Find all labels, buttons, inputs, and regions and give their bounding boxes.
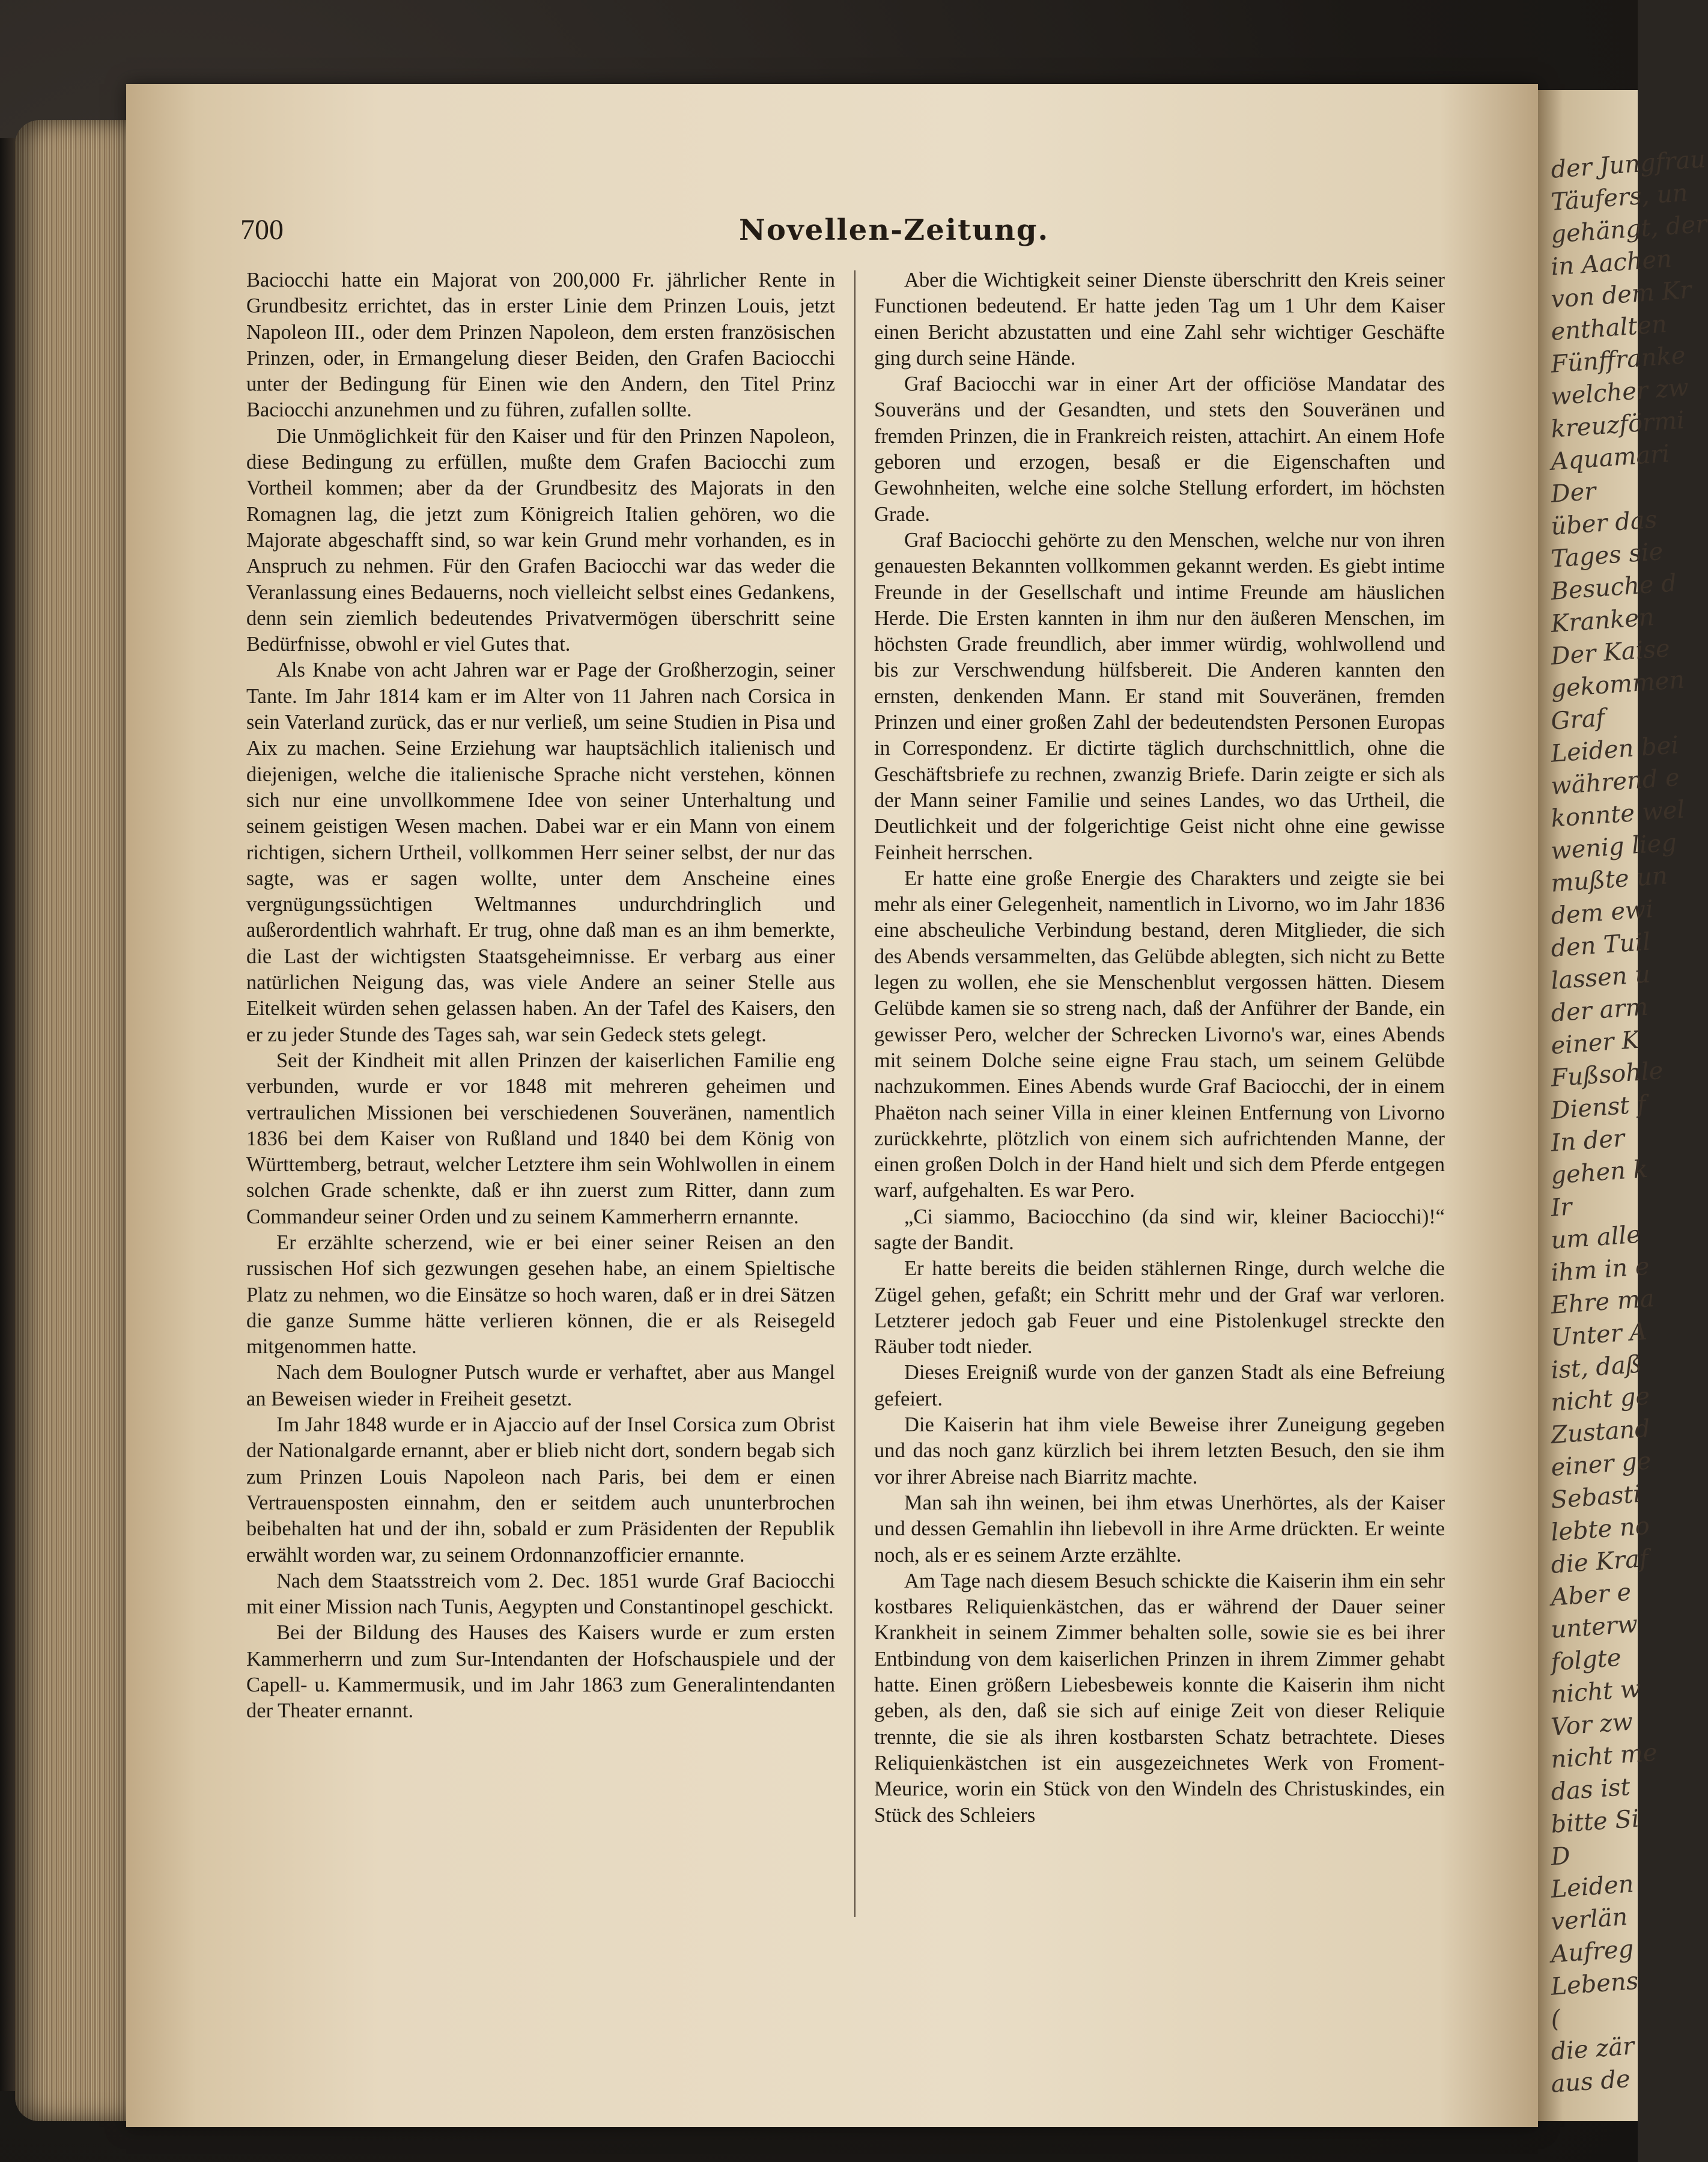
- facing-page-text: folgte: [1550, 1643, 1622, 1676]
- facing-page-text: das ist: [1550, 1773, 1631, 1806]
- facing-page-text: von dem Kr: [1550, 276, 1692, 314]
- facing-page-text: Der Kaise: [1550, 635, 1671, 671]
- facing-page-text: Aquamari: [1550, 440, 1671, 476]
- facing-page-text: Kranken: [1550, 603, 1656, 638]
- facing-page-text: wenig lieg: [1550, 829, 1678, 865]
- facing-page-text: über das: [1550, 505, 1658, 541]
- facing-page-text: ihm in e: [1550, 1252, 1650, 1287]
- facing-page-text: (: [1550, 2005, 1561, 2033]
- facing-page-text: konnte wel: [1550, 796, 1686, 833]
- facing-page-text: gehängt, der: [1550, 210, 1708, 249]
- facing-page-text: ist, daß: [1550, 1350, 1643, 1384]
- facing-page-text: einer ge: [1550, 1447, 1652, 1482]
- paragraph: Aber die Wichtigkeit seiner Dienste überschritt den Kreis seiner Functionen bedeutend. Er hatte jeden Tag um 1 Uhr dem Kaiser einen Bericht abzustatten und eine Zahl sehr wichtiger Geschäfte ging durch seine Hände.: [874, 269, 1445, 370]
- left-column: [246, 267, 835, 1725]
- facing-page-text: mußte un: [1550, 862, 1669, 898]
- facing-page-text: Unter A: [1550, 1317, 1648, 1352]
- facing-page-text: lassen u: [1550, 960, 1652, 995]
- facing-page-text: Fußsohle: [1550, 1056, 1664, 1092]
- facing-page-text: kreuzförmi: [1550, 406, 1686, 443]
- facing-page-text: während e: [1550, 764, 1681, 800]
- facing-page-text: um alle: [1550, 1220, 1642, 1255]
- facing-page-text: enthalten: [1550, 310, 1668, 346]
- facing-page-text: gehen k: [1550, 1155, 1649, 1190]
- paragraph: Am Tage nach diesem Besuch schickte die Kaiserin ihm ein sehr kostbares Reliquienkästchen, das er während der Dauer seiner Krankheit in seinem Zimmer behalten solle, sowie sie es bei ihrer Entbindung von dem kaiserlichen Prinzen in ihrem Zimmer gehabt hatte. Einen größern Liebesbeweis konnte die Kaiserin ihm nicht geben, als den, daß sie sich auf einige Zeit von dieser Reliquie trennte, die sie als ihren kostbarsten Schatz betrachtete. Dieses Reliquienkästchen ist ein ausgezeichnetes Werk von Froment-Meurice, worin ein Stück von den Windeln des Christuskindes, ein Stück des Schleiers: [874, 1569, 1445, 1827]
- facing-page-text: Tages sie: [1550, 537, 1664, 573]
- facing-page-text: Lebens: [1550, 1967, 1640, 2001]
- page-edges: [15, 120, 135, 2121]
- facing-page-text: Ir: [1550, 1193, 1573, 1222]
- running-head: Novellen-Zeitung.: [739, 213, 1050, 247]
- facing-page-text: der Jungfrau: [1550, 145, 1707, 184]
- facing-page-text: dem ewi: [1550, 895, 1655, 930]
- facing-page-text: Dienst f: [1550, 1090, 1647, 1125]
- facing-page-text: aus de: [1550, 2065, 1632, 2098]
- facing-page-text: Fünffranke: [1550, 341, 1686, 379]
- facing-page-text: nicht me: [1550, 1738, 1658, 1774]
- facing-page-text: Täufers, un: [1550, 179, 1689, 216]
- paragraph: Er hatte eine große Energie des Charakters und zeigte sie bei mehr als einer Gelegenheit, namentlich in Livorno, wo im Jahr 1836 eine abscheuliche Verbindung bestand, deren Mitglieder, die sich des Abends versammelten, das Gelübde ablegten, sich nicht zu Bette legen zu wollen, ehe sie Menschenblut vergossen hätten. Diesem Gelübde kamen sie so streng nach, daß der Anführer der Bande, ein gewisser Pero, welcher der Schrecken Livorno's war, eines Abends mit seinem Dolche seine eigne Frau stach, um seinem Gelübde nachzukommen. Eines Abends wurde Graf Baciocchi, der in einem Phaëton nach seiner Villa in einer kleinen Entfernung von Livorno zurückkehrte, plötzlich von einem sich aufrichtenden Manne, der einen großen Dolch in der Hand hielt und sich dem Pferde entgegen warf, aufgehalten. Es war Pero.: [874, 866, 1445, 1202]
- facing-page-fragment: [1538, 90, 1708, 2121]
- paragraph: Die Kaiserin hat ihm viele Beweise ihrer Zuneigung gegeben und das noch ganz kürzlich bei ihrem letzten Besuch, den sie ihm vor ihrer Abreise nach Biarritz machte.: [874, 1413, 1445, 1488]
- paragraph: Dieses Ereigniß wurde von der ganzen Stadt als eine Befreiung gefeiert.: [874, 1361, 1445, 1410]
- paragraph: Seit der Kindheit mit allen Prinzen der kaiserlichen Familie eng verbunden, wurde er vor 1848 mit mehreren geheimen und vertraulichen Missionen bei verschiedenen Souveränen, namentlich 1836 bei dem Kaiser von Rußland und 1840 bei dem König von Württemberg, betraut, welcher Letztere ihm sein Wohlwollen in einem solchen Grade schenkte, daß er ihn zuerst zum Ritter, dann zum Commandeur seiner Orden und zu seinem Kammerherrn ernannte.: [246, 1049, 835, 1228]
- facing-page-text: Sebasti: [1550, 1480, 1642, 1514]
- facing-page-text: Aber e: [1550, 1578, 1632, 1612]
- facing-page-text: Graf: [1550, 704, 1606, 735]
- facing-page-text: nicht ge: [1550, 1382, 1651, 1417]
- paragraph: Er hatte bereits die beiden stählernen Ringe, durch welche die Zügel gehen, gefaßt; ein Schritt mehr und der Graf war verloren. Letzterer jedoch gab Feuer und eine Pistolenkugel streckte den Räuber todt nieder.: [874, 1257, 1445, 1359]
- paragraph: Als Knabe von acht Jahren war er Page der Großherzogin, seiner Tante. Im Jahr 1814 kam er im Alter von 11 Jahren nach Corsica in sein Vaterland zurück, das er nur verließ, um seine Studien in Pisa und Aix zu machen. Seine Erziehung war hauptsächlich italienisch und diejenigen, welche die italienische Sprache nicht verstehen, können sich nur eine unvollkommene Idee von seiner Unterhaltung und seinem geistigen Wesen machen. Dabei war er ein Mann von einem richtigen, sichern Urtheil, vollkommen Herr seiner selbst, der nur das sagte, was er sagen wollte, unter dem Anscheine eines vergnügungssüchtigen Weltmannes undurchdringlich und außerordentlich wahrhaft. Er trug, ohne daß man es an ihm bemerkte, die Last der wichtigsten Staatsgeheimnisse. Er verbarg aus einer natürlichen Neigung das, was viele Andere an seiner Stelle aus Eitelkeit würden sehen gelassen haben. An der Tafel des Kaisers, den er zu jeder Stunde des Tages sah, war sein Gedeck stets gelegt.: [246, 659, 835, 1046]
- facing-page-text: D: [1550, 1842, 1572, 1871]
- facing-page-text: Leiden: [1550, 1870, 1635, 1904]
- facing-page-text: der arm: [1550, 993, 1649, 1028]
- facing-page-text: die Kraf: [1550, 1544, 1650, 1579]
- paragraph: „Ci siammo, Baciocchino (da sind wir, kleiner Baciocchi)!“ sagte der Bandit.: [874, 1205, 1445, 1254]
- facing-page-text: nicht w: [1550, 1675, 1642, 1709]
- paragraph: Bei der Bildung des Hauses des Kaisers wurde er zum ersten Kammerherrn und zum Sur-Intendanten der Hofschauspiele und der Capell- u. Kammermusik, und im Jahr 1863 zum Generalintendanten der Theater ernannt.: [246, 1621, 835, 1723]
- facing-page-text: Aufreg: [1550, 1935, 1635, 1969]
- column-divider: [854, 270, 856, 1917]
- facing-page-text: einer K: [1550, 1026, 1641, 1060]
- facing-page-text: lebte no: [1550, 1512, 1651, 1547]
- paragraph: Er erzählte scherzend, wie er bei einer seiner Reisen an den russischen Hof sich gezwungen gesehen habe, an einem Spieltische Platz zu nehmen, wo die Einsätze so hoch waren, daß er in drei Sätzen die ganze Summe hätte verlieren können, die er als Reisegeld mitgenommen hatte.: [246, 1231, 835, 1359]
- right-column: [874, 267, 1445, 1829]
- paragraph: Graf Baciocchi war in einer Art der officiöse Mandatar des Souveräns und der Gesandten, und stets den Souveränen und fremden Prinzen, die in Frankreich reisten, attachirt. An einem Hofe geboren und erzogen, besaß er die Eigenschaften und Gewohnheiten, welche eine solche Stellung erfordert, im höchsten Grade.: [874, 373, 1445, 526]
- facing-page-text: Besuche d: [1550, 569, 1678, 606]
- page-number: 700: [240, 214, 284, 246]
- facing-page-text: Zustand: [1550, 1414, 1652, 1449]
- paragraph: Nach dem Staatsstreich vom 2. Dec. 1851 wurde Graf Baciocchi mit einer Mission nach Tunis, Aegypten und Constantinopel geschickt.: [246, 1569, 835, 1619]
- paragraph: Im Jahr 1848 wurde er in Ajaccio auf der Insel Corsica zum Obrist der Nationalgarde ernannt, aber er blieb nicht dort, sondern begab sich zum Prinzen Louis Napoleon nach Paris, bei dem er einen Vertrauensposten einnahm, den er seitdem auch ununterbrochen beibehalten hat und der ihn, sobald er zum Präsidenten der Republik erwählt worden war, zu seinem Ordonnanzofficier ernannte.: [246, 1413, 835, 1567]
- facing-page-text: gekommen: [1550, 666, 1686, 703]
- paragraph: Nach dem Boulogner Putsch wurde er verhaftet, aber aus Mangel an Beweisen wieder in Freiheit gesetzt.: [246, 1361, 835, 1410]
- paragraph: Baciocchi hatte ein Majorat von 200,000 Fr. jährlicher Rente in Grundbesitz errichtet, das in erster Linie dem Prinzen Louis, jetzt Napoleon III., oder dem Prinzen Napoleon, dem ersten französischen Prinzen, oder, in Ermangelung dieser Beiden, den Grafen Baciocchi unter der Bedingung für Einen wie den Andern, den Titel Prinz Baciocchi anzunehmen und zu führen, zufallen sollte.: [246, 269, 835, 422]
- facing-page-text: bitte Si: [1550, 1804, 1640, 1839]
- paragraph: Graf Baciocchi gehörte zu den Menschen, welche nur von ihren genauesten Bekannten vollkommen gekannt werden. Es giebt intime Freunde in der Gesellschaft und intime Freunde am häuslichen Herde. Die Ersten kannten in ihm nur den äußeren Menschen, im höchsten Grade freundlich, aber immer würdig, wohlwollend und bis zur Verschwendung hülfsbereit. Die Anderen kannten den ernsten, denkenden Mann. Er stand mit Souveränen, fremden Prinzen und einer großen Zahl der bedeutendsten Personen Europas in Correspondenz. Er dictirte täglich durchschnittlich, ohne die Geschäftsbriefe zu rechnen, zwanzig Briefe. Darin zeigte er sich als der Mann seiner Familie und seines Landes, wo das Urtheil, die Deutlichkeit und der folgerichtige Geist nicht ohne eine gewisse Feinheit herrschen.: [874, 528, 1445, 864]
- paragraph: Die Unmöglichkeit für den Kaiser und für den Prinzen Napoleon, diese Bedingung zu erfüllen, mußte dem Grafen Baciocchi zum Vortheil kommen; aber da der Grundbesitz des Majorats in den Romagnen lag, die jetzt zum Königreich Italien gehören, wo die Majorate abgeschafft sind, so war kein Grund mehr vorhanden, es in Anspruch zu nehmen. Für den Grafen Baciocchi war das weder die Veranlassung eines Bedauerns, noch vielleicht selbst eines Gedankens, denn sein ziemlich bedeutendes Privatvermögen überschritt seine Bedürfnisse, obwohl er viel Gutes that.: [246, 424, 835, 656]
- facing-page-text: Vor zw: [1550, 1708, 1634, 1741]
- facing-page-text: die zär: [1550, 2032, 1635, 2066]
- facing-page-text: Ehre ma: [1550, 1284, 1656, 1320]
- facing-page-text: Der: [1550, 477, 1597, 508]
- facing-page-text: Leiden bei: [1550, 731, 1680, 768]
- facing-page-text: unterw: [1550, 1610, 1639, 1644]
- paragraph: Man sah ihn weinen, bei ihm etwas Unerhörtes, als der Kaiser und dessen Gemahlin ihn liebevoll in ihre Arme drückten. Er weinte noch, als er es seinem Arzte erzählte.: [874, 1491, 1445, 1567]
- facing-page-text: welcher zw: [1550, 373, 1690, 411]
- facing-page-text: In der: [1550, 1124, 1626, 1157]
- facing-page-text: den Tuil: [1550, 928, 1652, 963]
- facing-page-text: verlän: [1550, 1903, 1629, 1936]
- facing-page-text: in Aachen: [1550, 245, 1673, 281]
